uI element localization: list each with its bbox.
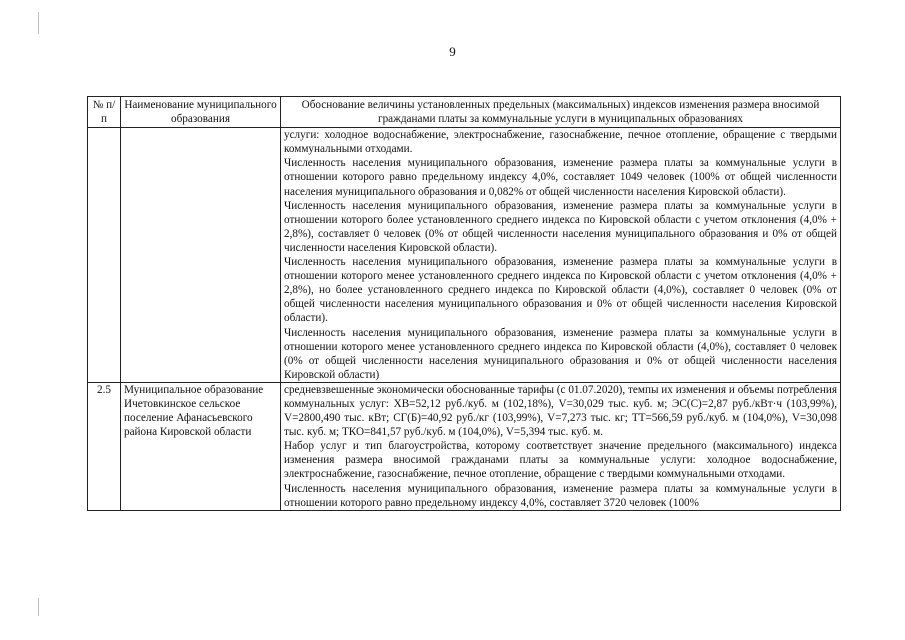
row-basis (281, 382, 841, 510)
basis-paragraph: Численность населения муниципального образования, изменение размера платы за коммунальные услуги в отношении которого равно предельному индексу 4,0%, составляет 1049 человек (100% от общей численности населения муниципального образования и 0,082% от общей численности населения Кировской области). (284, 157, 837, 198)
row-basis (281, 128, 841, 383)
table-row (88, 382, 841, 510)
basis-paragraph: Численность населения муниципального образования, изменение размера платы за коммунальные услуги в отношении которого менее установленного среднего индекса по Кировской области с учетом отклонения (4,0% + 2,8%), но более установленного среднего индекса по Кировской области (4,0%), составляет 0 человек (0% от общей численности населения муниципального образования и 0% от общей численности населения Кировской области). (284, 256, 837, 325)
basis-paragraph: услуги: холодное водоснабжение, электроснабжение, газоснабжение, печное отопление, обращение с твердыми коммунальными отходами. (284, 129, 837, 156)
basis-paragraph: Численность населения муниципального образования, изменение размера платы за коммунальные услуги в отношении которого более установленного среднего индекса по Кировской области с учетом отклонения (4,0% + 2,8%), составляет 0 человек (0% от общей численности населения муниципального образования и 0% от общей численности населения Кировской области). (284, 199, 837, 254)
tariff-basis-table (87, 96, 841, 511)
row-num: 2.5 (88, 382, 121, 510)
basis-paragraph: Набор услуг и тип благоустройства, которому соответствует значение предельного (максимального) индекса изменения размера вносимой гражданами платы за коммунальные услуги: холодное водоснабжение, электроснабжение, газоснабжение, печное отопление, обращение с твердыми коммунальными отходами. (284, 440, 837, 481)
table-row (88, 128, 841, 383)
header-num: № п/п (88, 97, 121, 128)
row-name: Муниципальное образование Ичетовкинское сельское поселение Афанасьевского района Кировской области (121, 382, 281, 510)
header-basis: Обоснование величины установленных предельных (максимальных) индексов изменения размера вносимой гражданами платы за коммунальные услуги в муниципальных образованиях (281, 97, 841, 128)
header-name: Наименование муниципального образования (121, 97, 281, 128)
basis-paragraph: Численность населения муниципального образования, изменение размера платы за коммунальные услуги в отношении которого менее установленного среднего индекса по Кировской области (4,0%), составляет 0 человек (0% от общей численности населения муниципального образования и 0% от общей численности населения Кировской области) (284, 326, 837, 381)
basis-paragraph: Численность населения муниципального образования, изменение размера платы за коммунальные услуги в отношении которого равно предельному индексу 4,0%, составляет 3720 человек (100% (284, 482, 837, 509)
margin-scan-mark (38, 12, 39, 34)
basis-paragraph: средневзвешенные экономически обоснованные тарифы (с 01.07.2020), темпы их изменения и объемы потребления коммунальных услуг: ХВ=52,12 руб./куб. м (102,18%), V=30,029 тыс. куб. м; ЭС(С)=2,87 руб./кВт·ч (103,99%), V=2800,490 тыс. кВт; СГ(Б)=40,92 руб./кг (103,99%), V=7,273 тыс. кг; ТТ=566,59 руб./куб. м (104,0%), V=30,098 тыс. куб. м; ТКО=841,57 руб./куб. м (104,0%), V=5,394 тыс. куб. м. (284, 383, 837, 439)
margin-scan-mark (38, 598, 39, 616)
row-name (121, 128, 281, 383)
row-num (88, 128, 121, 383)
page-number: 9 (449, 44, 456, 59)
table-header-row (88, 97, 841, 128)
